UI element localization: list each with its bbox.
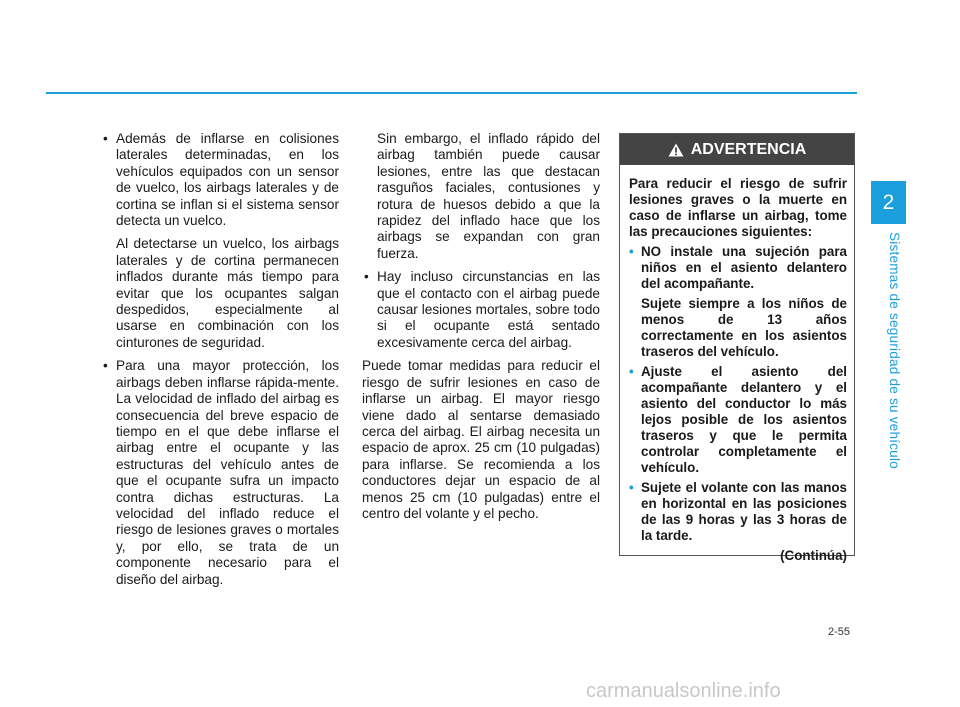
list-item — [629, 244, 847, 292]
warning-body — [620, 165, 854, 564]
bullet: • — [629, 480, 634, 495]
fatal-contact-paragraph: Hay incluso circunstancias en las que el contacto con el airbag puede causar lesiones mortales, sobre todo si el ocupante está sentado excesivamente cerca del airbag. — [377, 269, 600, 350]
text-column-middle — [362, 131, 600, 529]
list-item — [362, 269, 600, 351]
list-item — [101, 358, 339, 588]
bullet: • — [629, 364, 634, 379]
bullet: • — [364, 269, 369, 285]
warning-title: ADVERTENCIA — [690, 140, 807, 158]
list-item — [101, 131, 339, 229]
page-number: 2-55 — [828, 626, 851, 638]
watermark: carmanualsonline.info — [586, 680, 781, 702]
list-item — [629, 364, 847, 476]
warning-header — [620, 134, 854, 165]
text-column-left — [101, 131, 339, 595]
warning-box — [619, 133, 855, 563]
warning-item-child-seat-followup: Sujete siempre a los niños de menos de 13 años correctamente en los asientos traseros del vehículo. — [641, 296, 847, 359]
warning-item-steering-wheel: Sujete el volante con las manos en horizontal en las posiciones de las 9 horas y las 3 horas de la tarde. — [641, 480, 847, 543]
bullet: • — [103, 358, 108, 374]
rollover-followup-paragraph: Al detectarse un vuelco, los airbags laterales y de cortina permanecen inflados durante más tiempo para evitar que los ocupantes salgan despedidos, especialmente al usarse en combinación con los cinturones de seguridad. — [116, 236, 339, 350]
warning-intro: Para reducir el riesgo de sufrir lesiones graves o la muerte en caso de inflarse un airbag, tome las precauciones siguientes: — [629, 176, 847, 239]
continues-label: (Continúa) — [780, 548, 847, 563]
warning-item-seat-position: Ajuste el asiento del acompañante delantero y el asiento del conductor lo más lejos posible de los asientos traseros y que le permita controlar completamente el vehículo. — [641, 364, 847, 475]
section-number-tab: 2 — [871, 181, 906, 224]
distance-paragraph: Puede tomar medidas para reducir el riesgo de sufrir lesiones en caso de inflarse un airbag. El mayor riesgo viene dado al sentarse demasiado cerca del airbag. El airbag necesita un espacio de aprox. 25 cm (10 pulgadas) para inflarse. Se recomienda a los conductores dejar un espacio de al menos 25 cm (10 pulgadas) entre el centro del volante y el pecho. — [362, 358, 600, 521]
continued-paragraph: Sin embargo, el inflado rápido del airbag también puede causar lesiones, entre las que destacan rasguños faciales, contusiones y rotura de huesos debido a que la rapidez del inflado hace que los airbags se expandan con gran fuerza. — [377, 131, 600, 261]
bullet: • — [103, 131, 108, 146]
bullet: • — [629, 244, 634, 259]
warning-item-child-seat: NO instale una sujeción para niños en el asiento delantero del acompañante. — [641, 244, 847, 291]
list-item — [629, 480, 847, 544]
rollover-paragraph: Además de inflarse en colisiones laterales determinadas, en los vehículos equipados con un sensor de vuelco, los airbags laterales y de cortina se inflan si el sistema sensor detecta un vuelco. — [116, 131, 339, 229]
header-rule — [46, 92, 857, 94]
warning-triangle-icon — [668, 143, 684, 157]
inflation-speed-paragraph: Para una mayor protección, los airbags deben inflarse rápida-mente. La velocidad de inflado del airbag es consecuencia del breve espacio de tiempo en el que debe inflarse el airbag entre el ocupante y las estructuras del vehículo antes de que el ocupante sufra un impacto contra dichas estructuras. La velocidad del inflado reduce el riesgo de lesiones graves o mortales y, por ello, se trata de un componente necesario para el diseño del airbag. — [116, 358, 339, 587]
section-title-vertical: Sistemas de seguridad de su vehículo — [887, 232, 902, 469]
